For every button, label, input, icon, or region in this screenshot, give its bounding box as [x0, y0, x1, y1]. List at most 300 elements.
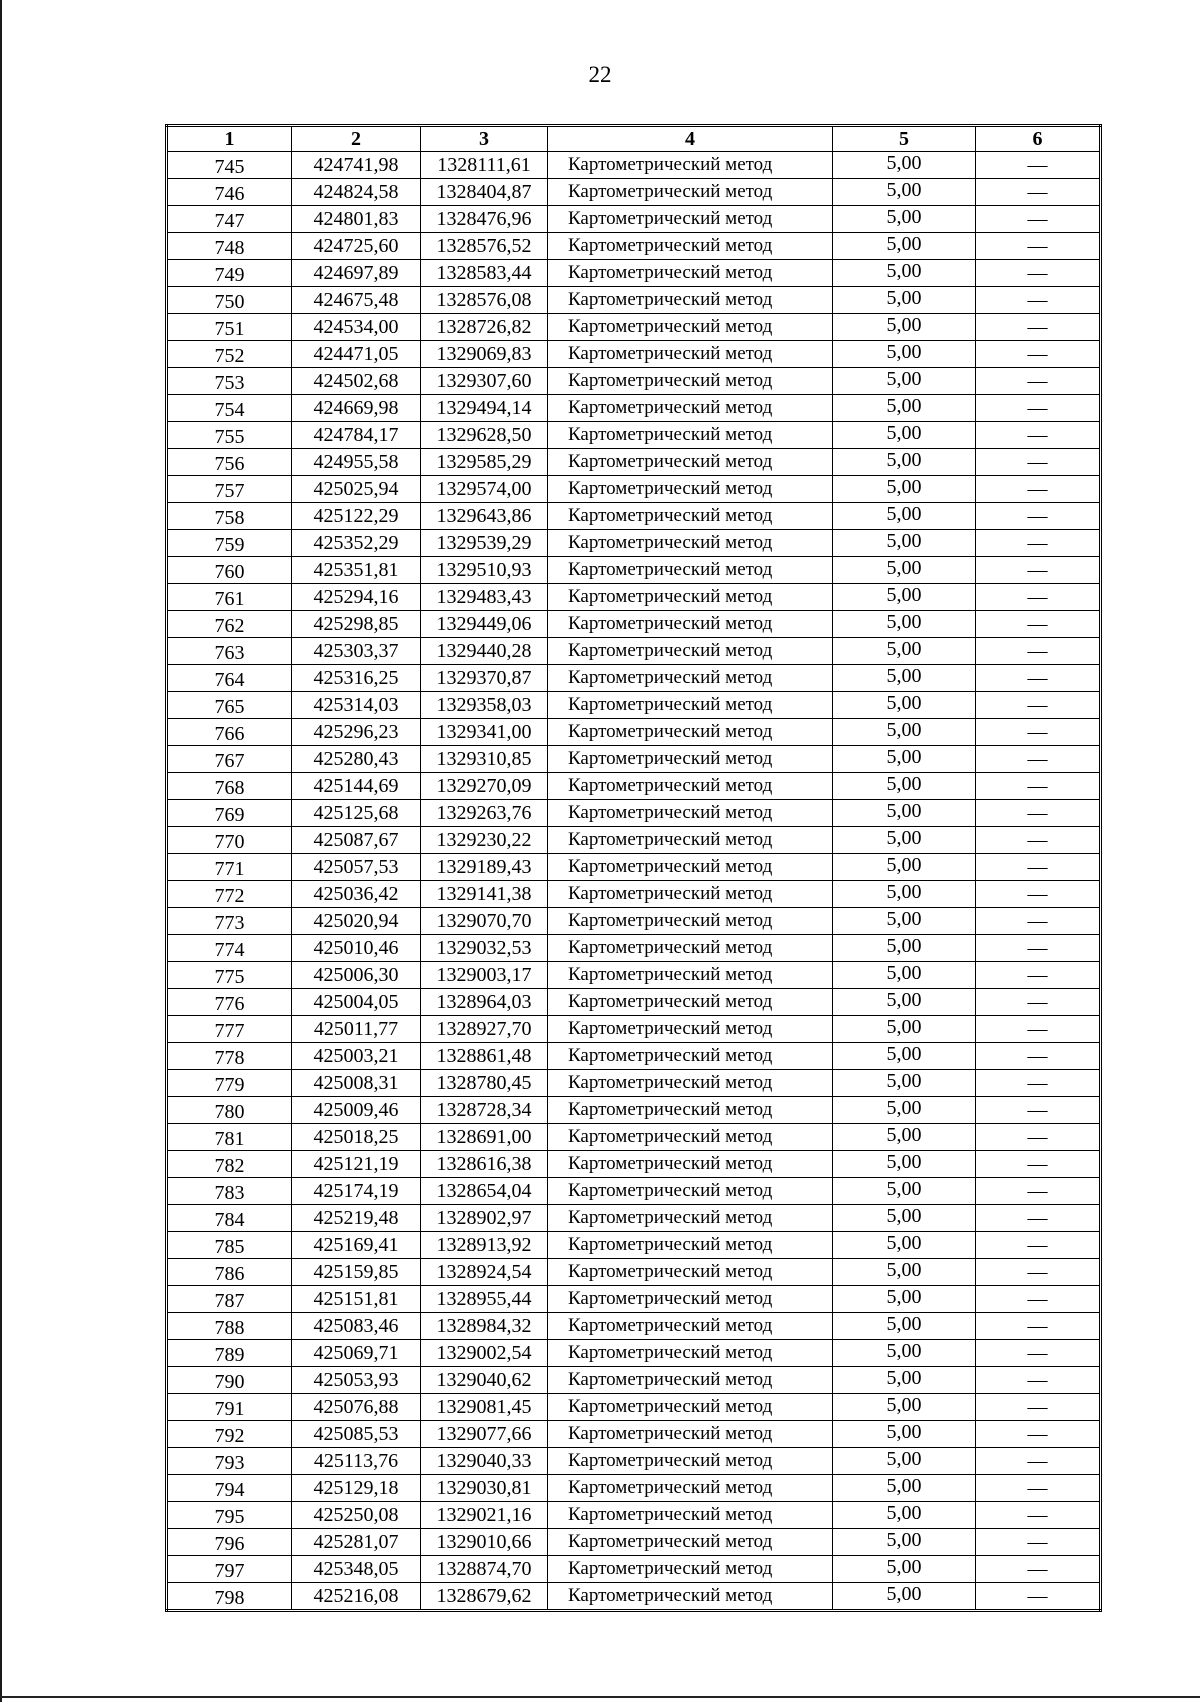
method-cell: Картометрический метод	[548, 368, 833, 395]
x-coordinate-cell: 424784,17	[292, 422, 421, 449]
note-cell: —	[976, 1286, 1101, 1313]
y-coordinate-cell: 1329069,83	[421, 341, 548, 368]
x-coordinate-cell: 424502,68	[292, 368, 421, 395]
y-coordinate-cell: 1328476,96	[421, 206, 548, 233]
scan-edge-left	[0, 0, 2, 1702]
note-cell: —	[976, 1583, 1101, 1611]
y-coordinate-cell: 1329032,53	[421, 935, 548, 962]
point-number-cell: 760	[167, 557, 292, 584]
method-cell: Картометрический метод	[548, 1205, 833, 1232]
accuracy-cell: 5,00	[833, 368, 976, 395]
note-cell: —	[976, 1178, 1101, 1205]
coordinates-table	[165, 124, 1102, 1612]
table-row	[167, 503, 1101, 530]
point-number-cell: 797	[167, 1556, 292, 1583]
note-cell: —	[976, 1016, 1101, 1043]
y-coordinate-cell: 1329449,06	[421, 611, 548, 638]
accuracy-cell: 5,00	[833, 827, 976, 854]
method-cell: Картометрический метод	[548, 179, 833, 206]
y-coordinate-cell: 1328924,54	[421, 1259, 548, 1286]
method-cell: Картометрический метод	[548, 503, 833, 530]
note-cell: —	[976, 746, 1101, 773]
x-coordinate-cell: 425294,16	[292, 584, 421, 611]
point-number-cell: 771	[167, 854, 292, 881]
y-coordinate-cell: 1328111,61	[421, 152, 548, 179]
note-cell: —	[976, 1475, 1101, 1502]
note-cell: —	[976, 1043, 1101, 1070]
x-coordinate-cell: 424955,58	[292, 449, 421, 476]
y-coordinate-cell: 1329494,14	[421, 395, 548, 422]
note-cell: —	[976, 800, 1101, 827]
accuracy-cell: 5,00	[833, 584, 976, 611]
note-cell: —	[976, 152, 1101, 179]
point-number-cell: 774	[167, 935, 292, 962]
accuracy-cell: 5,00	[833, 638, 976, 665]
x-coordinate-cell: 424725,60	[292, 233, 421, 260]
accuracy-cell: 5,00	[833, 800, 976, 827]
table-row	[167, 179, 1101, 206]
table-row	[167, 476, 1101, 503]
table-row	[167, 692, 1101, 719]
point-number-cell: 761	[167, 584, 292, 611]
x-coordinate-cell: 425151,81	[292, 1286, 421, 1313]
note-cell: —	[976, 1394, 1101, 1421]
accuracy-cell: 5,00	[833, 1448, 976, 1475]
y-coordinate-cell: 1329539,29	[421, 530, 548, 557]
accuracy-cell: 5,00	[833, 1583, 976, 1611]
method-cell: Картометрический метод	[548, 665, 833, 692]
method-cell: Картометрический метод	[548, 962, 833, 989]
table-row	[167, 881, 1101, 908]
table-row	[167, 1070, 1101, 1097]
point-number-cell: 792	[167, 1421, 292, 1448]
x-coordinate-cell: 424471,05	[292, 341, 421, 368]
note-cell: —	[976, 665, 1101, 692]
y-coordinate-cell: 1329141,38	[421, 881, 548, 908]
x-coordinate-cell: 425298,85	[292, 611, 421, 638]
point-number-cell: 787	[167, 1286, 292, 1313]
column-header-2: 2	[292, 126, 421, 152]
x-coordinate-cell: 425250,08	[292, 1502, 421, 1529]
column-header-4: 4	[548, 126, 833, 152]
point-number-cell: 781	[167, 1124, 292, 1151]
x-coordinate-cell: 425057,53	[292, 854, 421, 881]
accuracy-cell: 5,00	[833, 962, 976, 989]
point-number-cell: 754	[167, 395, 292, 422]
y-coordinate-cell: 1328654,04	[421, 1178, 548, 1205]
x-coordinate-cell: 425281,07	[292, 1529, 421, 1556]
point-number-cell: 788	[167, 1313, 292, 1340]
point-number-cell: 782	[167, 1151, 292, 1178]
note-cell: —	[976, 1124, 1101, 1151]
table-row	[167, 1340, 1101, 1367]
point-number-cell: 772	[167, 881, 292, 908]
method-cell: Картометрический метод	[548, 1313, 833, 1340]
point-number-cell: 795	[167, 1502, 292, 1529]
x-coordinate-cell: 425303,37	[292, 638, 421, 665]
table-row	[167, 665, 1101, 692]
y-coordinate-cell: 1329628,50	[421, 422, 548, 449]
method-cell: Картометрический метод	[548, 1070, 833, 1097]
accuracy-cell: 5,00	[833, 1205, 976, 1232]
x-coordinate-cell: 425314,03	[292, 692, 421, 719]
x-coordinate-cell: 425083,46	[292, 1313, 421, 1340]
note-cell: —	[976, 1313, 1101, 1340]
method-cell: Картометрический метод	[548, 638, 833, 665]
y-coordinate-cell: 1329510,93	[421, 557, 548, 584]
y-coordinate-cell: 1328984,32	[421, 1313, 548, 1340]
accuracy-cell: 5,00	[833, 854, 976, 881]
scan-edge-bottom	[0, 1696, 1200, 1698]
accuracy-cell: 5,00	[833, 1502, 976, 1529]
table-row	[167, 584, 1101, 611]
point-number-cell: 769	[167, 800, 292, 827]
point-number-cell: 752	[167, 341, 292, 368]
note-cell: —	[976, 611, 1101, 638]
accuracy-cell: 5,00	[833, 1556, 976, 1583]
table-row	[167, 989, 1101, 1016]
x-coordinate-cell: 425009,46	[292, 1097, 421, 1124]
method-cell: Картометрический метод	[548, 1232, 833, 1259]
y-coordinate-cell: 1329643,86	[421, 503, 548, 530]
method-cell: Картометрический метод	[548, 314, 833, 341]
accuracy-cell: 5,00	[833, 611, 976, 638]
y-coordinate-cell: 1329040,33	[421, 1448, 548, 1475]
y-coordinate-cell: 1329003,17	[421, 962, 548, 989]
table-row	[167, 1502, 1101, 1529]
point-number-cell: 759	[167, 530, 292, 557]
point-number-cell: 785	[167, 1232, 292, 1259]
table-row	[167, 746, 1101, 773]
table-row	[167, 1232, 1101, 1259]
table-row	[167, 206, 1101, 233]
method-cell: Картометрический метод	[548, 746, 833, 773]
method-cell: Картометрический метод	[548, 260, 833, 287]
accuracy-cell: 5,00	[833, 530, 976, 557]
accuracy-cell: 5,00	[833, 1178, 976, 1205]
y-coordinate-cell: 1329358,03	[421, 692, 548, 719]
accuracy-cell: 5,00	[833, 665, 976, 692]
x-coordinate-cell: 425053,93	[292, 1367, 421, 1394]
note-cell: —	[976, 395, 1101, 422]
accuracy-cell: 5,00	[833, 1151, 976, 1178]
y-coordinate-cell: 1328726,82	[421, 314, 548, 341]
accuracy-cell: 5,00	[833, 1124, 976, 1151]
accuracy-cell: 5,00	[833, 287, 976, 314]
note-cell: —	[976, 935, 1101, 962]
table-row	[167, 1178, 1101, 1205]
column-header-1: 1	[167, 126, 292, 152]
x-coordinate-cell: 425069,71	[292, 1340, 421, 1367]
accuracy-cell: 5,00	[833, 1232, 976, 1259]
column-header-6: 6	[976, 126, 1101, 152]
y-coordinate-cell: 1329585,29	[421, 449, 548, 476]
table-header	[167, 126, 1101, 152]
y-coordinate-cell: 1329077,66	[421, 1421, 548, 1448]
accuracy-cell: 5,00	[833, 1286, 976, 1313]
x-coordinate-cell: 425025,94	[292, 476, 421, 503]
x-coordinate-cell: 425129,18	[292, 1475, 421, 1502]
x-coordinate-cell: 425011,77	[292, 1016, 421, 1043]
accuracy-cell: 5,00	[833, 179, 976, 206]
method-cell: Картометрический метод	[548, 1286, 833, 1313]
table-row	[167, 1367, 1101, 1394]
method-cell: Картометрический метод	[548, 1394, 833, 1421]
method-cell: Картометрический метод	[548, 989, 833, 1016]
table-row	[167, 1448, 1101, 1475]
accuracy-cell: 5,00	[833, 1367, 976, 1394]
method-cell: Картометрический метод	[548, 1556, 833, 1583]
x-coordinate-cell: 425316,25	[292, 665, 421, 692]
y-coordinate-cell: 1329483,43	[421, 584, 548, 611]
note-cell: —	[976, 476, 1101, 503]
method-cell: Картометрический метод	[548, 800, 833, 827]
method-cell: Картометрический метод	[548, 908, 833, 935]
note-cell: —	[976, 719, 1101, 746]
note-cell: —	[976, 314, 1101, 341]
x-coordinate-cell: 425144,69	[292, 773, 421, 800]
accuracy-cell: 5,00	[833, 1340, 976, 1367]
accuracy-cell: 5,00	[833, 341, 976, 368]
x-coordinate-cell: 425006,30	[292, 962, 421, 989]
table-row	[167, 1394, 1101, 1421]
accuracy-cell: 5,00	[833, 233, 976, 260]
point-number-cell: 766	[167, 719, 292, 746]
x-coordinate-cell: 425159,85	[292, 1259, 421, 1286]
method-cell: Картометрический метод	[548, 719, 833, 746]
table-row	[167, 611, 1101, 638]
accuracy-cell: 5,00	[833, 773, 976, 800]
y-coordinate-cell: 1329030,81	[421, 1475, 548, 1502]
method-cell: Картометрический метод	[548, 1178, 833, 1205]
note-cell: —	[976, 449, 1101, 476]
method-cell: Картометрический метод	[548, 692, 833, 719]
method-cell: Картометрический метод	[548, 854, 833, 881]
x-coordinate-cell: 425076,88	[292, 1394, 421, 1421]
table-row	[167, 1043, 1101, 1070]
y-coordinate-cell: 1329070,70	[421, 908, 548, 935]
table-row	[167, 638, 1101, 665]
accuracy-cell: 5,00	[833, 1475, 976, 1502]
method-cell: Картометрический метод	[548, 1529, 833, 1556]
point-number-cell: 756	[167, 449, 292, 476]
header-row	[167, 126, 1101, 152]
point-number-cell: 750	[167, 287, 292, 314]
table-row	[167, 449, 1101, 476]
point-number-cell: 794	[167, 1475, 292, 1502]
column-header-3: 3	[421, 126, 548, 152]
y-coordinate-cell: 1329189,43	[421, 854, 548, 881]
note-cell: —	[976, 1529, 1101, 1556]
table-row	[167, 1556, 1101, 1583]
accuracy-cell: 5,00	[833, 1421, 976, 1448]
point-number-cell: 783	[167, 1178, 292, 1205]
method-cell: Картометрический метод	[548, 1124, 833, 1151]
accuracy-cell: 5,00	[833, 1259, 976, 1286]
x-coordinate-cell: 424741,98	[292, 152, 421, 179]
table-row	[167, 773, 1101, 800]
point-number-cell: 755	[167, 422, 292, 449]
method-cell: Картометрический метод	[548, 611, 833, 638]
table-row	[167, 1583, 1101, 1611]
y-coordinate-cell: 1329040,62	[421, 1367, 548, 1394]
x-coordinate-cell: 424669,98	[292, 395, 421, 422]
note-cell: —	[976, 503, 1101, 530]
method-cell: Картометрический метод	[548, 152, 833, 179]
y-coordinate-cell: 1329370,87	[421, 665, 548, 692]
note-cell: —	[976, 1205, 1101, 1232]
table-row	[167, 395, 1101, 422]
method-cell: Картометрический метод	[548, 1367, 833, 1394]
table-row	[167, 1313, 1101, 1340]
note-cell: —	[976, 1421, 1101, 1448]
accuracy-cell: 5,00	[833, 989, 976, 1016]
accuracy-cell: 5,00	[833, 422, 976, 449]
note-cell: —	[976, 1367, 1101, 1394]
note-cell: —	[976, 1232, 1101, 1259]
x-coordinate-cell: 425122,29	[292, 503, 421, 530]
method-cell: Картометрический метод	[548, 1475, 833, 1502]
y-coordinate-cell: 1329230,22	[421, 827, 548, 854]
x-coordinate-cell: 424534,00	[292, 314, 421, 341]
x-coordinate-cell: 425085,53	[292, 1421, 421, 1448]
point-number-cell: 768	[167, 773, 292, 800]
table-row	[167, 152, 1101, 179]
table-row	[167, 962, 1101, 989]
x-coordinate-cell: 425352,29	[292, 530, 421, 557]
accuracy-cell: 5,00	[833, 449, 976, 476]
table-row	[167, 260, 1101, 287]
note-cell: —	[976, 1259, 1101, 1286]
note-cell: —	[976, 1556, 1101, 1583]
x-coordinate-cell: 425008,31	[292, 1070, 421, 1097]
table-row	[167, 1475, 1101, 1502]
method-cell: Картометрический метод	[548, 773, 833, 800]
note-cell: —	[976, 827, 1101, 854]
y-coordinate-cell: 1328902,97	[421, 1205, 548, 1232]
table-row	[167, 1016, 1101, 1043]
note-cell: —	[976, 1502, 1101, 1529]
accuracy-cell: 5,00	[833, 1070, 976, 1097]
x-coordinate-cell: 425036,42	[292, 881, 421, 908]
table-row	[167, 1097, 1101, 1124]
method-cell: Картометрический метод	[548, 1016, 833, 1043]
table-row	[167, 719, 1101, 746]
table-row	[167, 1124, 1101, 1151]
accuracy-cell: 5,00	[833, 1097, 976, 1124]
note-cell: —	[976, 773, 1101, 800]
x-coordinate-cell: 424801,83	[292, 206, 421, 233]
x-coordinate-cell: 425169,41	[292, 1232, 421, 1259]
table-row	[167, 1529, 1101, 1556]
method-cell: Картометрический метод	[548, 1421, 833, 1448]
y-coordinate-cell: 1329270,09	[421, 773, 548, 800]
point-number-cell: 765	[167, 692, 292, 719]
table-row	[167, 1151, 1101, 1178]
point-number-cell: 751	[167, 314, 292, 341]
table-row	[167, 287, 1101, 314]
note-cell: —	[976, 557, 1101, 584]
point-number-cell: 764	[167, 665, 292, 692]
method-cell: Картометрический метод	[548, 1151, 833, 1178]
x-coordinate-cell: 425020,94	[292, 908, 421, 935]
table-row	[167, 422, 1101, 449]
note-cell: —	[976, 1448, 1101, 1475]
point-number-cell: 786	[167, 1259, 292, 1286]
x-coordinate-cell: 425010,46	[292, 935, 421, 962]
table-row	[167, 854, 1101, 881]
point-number-cell: 777	[167, 1016, 292, 1043]
method-cell: Картометрический метод	[548, 1502, 833, 1529]
point-number-cell: 749	[167, 260, 292, 287]
point-number-cell: 790	[167, 1367, 292, 1394]
point-number-cell: 747	[167, 206, 292, 233]
note-cell: —	[976, 989, 1101, 1016]
accuracy-cell: 5,00	[833, 206, 976, 233]
method-cell: Картометрический метод	[548, 476, 833, 503]
table-body	[167, 152, 1101, 1611]
method-cell: Картометрический метод	[548, 584, 833, 611]
table-row	[167, 368, 1101, 395]
method-cell: Картометрический метод	[548, 1043, 833, 1070]
x-coordinate-cell: 425121,19	[292, 1151, 421, 1178]
y-coordinate-cell: 1329263,76	[421, 800, 548, 827]
accuracy-cell: 5,00	[833, 503, 976, 530]
y-coordinate-cell: 1329310,85	[421, 746, 548, 773]
x-coordinate-cell: 424675,48	[292, 287, 421, 314]
table-row	[167, 341, 1101, 368]
accuracy-cell: 5,00	[833, 1529, 976, 1556]
note-cell: —	[976, 1097, 1101, 1124]
y-coordinate-cell: 1328679,62	[421, 1583, 548, 1611]
method-cell: Картометрический метод	[548, 935, 833, 962]
note-cell: —	[976, 179, 1101, 206]
table-row	[167, 314, 1101, 341]
method-cell: Картометрический метод	[548, 422, 833, 449]
point-number-cell: 789	[167, 1340, 292, 1367]
method-cell: Картометрический метод	[548, 827, 833, 854]
accuracy-cell: 5,00	[833, 395, 976, 422]
y-coordinate-cell: 1329002,54	[421, 1340, 548, 1367]
table-row	[167, 557, 1101, 584]
point-number-cell: 767	[167, 746, 292, 773]
y-coordinate-cell: 1329574,00	[421, 476, 548, 503]
accuracy-cell: 5,00	[833, 1313, 976, 1340]
method-cell: Картометрический метод	[548, 1097, 833, 1124]
table-row	[167, 1205, 1101, 1232]
x-coordinate-cell: 425004,05	[292, 989, 421, 1016]
table-row	[167, 1286, 1101, 1313]
accuracy-cell: 5,00	[833, 1016, 976, 1043]
y-coordinate-cell: 1328927,70	[421, 1016, 548, 1043]
point-number-cell: 798	[167, 1583, 292, 1611]
note-cell: —	[976, 206, 1101, 233]
accuracy-cell: 5,00	[833, 557, 976, 584]
note-cell: —	[976, 368, 1101, 395]
point-number-cell: 745	[167, 152, 292, 179]
y-coordinate-cell: 1328616,38	[421, 1151, 548, 1178]
y-coordinate-cell: 1328728,34	[421, 1097, 548, 1124]
accuracy-cell: 5,00	[833, 1043, 976, 1070]
x-coordinate-cell: 425087,67	[292, 827, 421, 854]
y-coordinate-cell: 1328780,45	[421, 1070, 548, 1097]
x-coordinate-cell: 425296,23	[292, 719, 421, 746]
point-number-cell: 773	[167, 908, 292, 935]
y-coordinate-cell: 1328404,87	[421, 179, 548, 206]
x-coordinate-cell: 425216,08	[292, 1583, 421, 1611]
y-coordinate-cell: 1329440,28	[421, 638, 548, 665]
y-coordinate-cell: 1328583,44	[421, 260, 548, 287]
